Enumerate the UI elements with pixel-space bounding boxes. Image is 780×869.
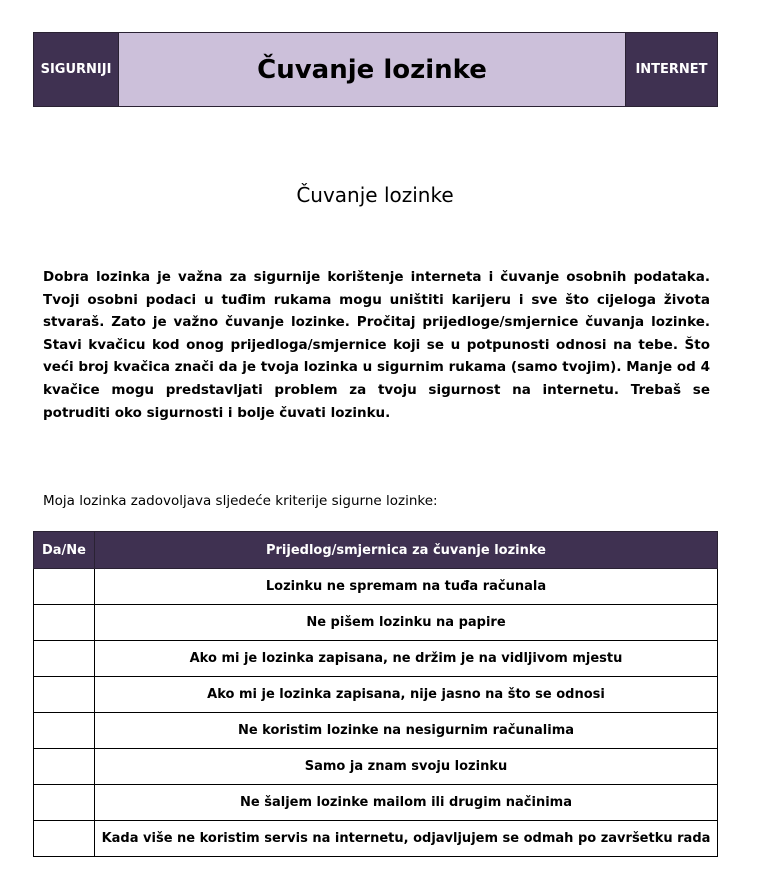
header-left-label: SIGURNIJI [34, 33, 119, 106]
guideline-cell: Ne koristim lozinke na nesigurnim računalima [95, 713, 718, 749]
check-cell[interactable] [34, 605, 95, 641]
guideline-cell: Lozinku ne spremam na tuđa računala [95, 569, 718, 605]
guideline-cell: Ne pišem lozinku na papire [95, 605, 718, 641]
table-row [34, 713, 718, 749]
guideline-cell: Ne šaljem lozinke mailom ili drugim načinima [95, 785, 718, 821]
table-row [34, 605, 718, 641]
check-cell[interactable] [34, 713, 95, 749]
document-title: Čuvanje lozinke [296, 183, 454, 207]
table-row [34, 641, 718, 677]
table-header-row [34, 532, 718, 569]
header-right-label: INTERNET [625, 33, 717, 106]
table-row [34, 677, 718, 713]
guideline-cell: Ako mi je lozinka zapisana, ne držim je na vidljivom mjestu [95, 641, 718, 677]
check-cell[interactable] [34, 821, 95, 857]
column-header-check: Da/Ne [34, 532, 95, 569]
document-header [33, 32, 718, 107]
guideline-cell: Ako mi je lozinka zapisana, nije jasno na što se odnosi [95, 677, 718, 713]
check-cell[interactable] [34, 641, 95, 677]
guideline-cell: Samo ja znam svoju lozinku [95, 749, 718, 785]
check-cell[interactable] [34, 785, 95, 821]
header-title: Čuvanje lozinke [119, 33, 625, 106]
check-cell[interactable] [34, 569, 95, 605]
check-cell[interactable] [34, 749, 95, 785]
guideline-cell: Kada više ne koristim servis na internetu, odjavljujem se odmah po završetku rada [95, 821, 718, 857]
table-row [34, 569, 718, 605]
column-header-guideline: Prijedlog/smjernica za čuvanje lozinke [95, 532, 718, 569]
criteria-table [33, 531, 718, 857]
table-row [34, 749, 718, 785]
intro-paragraph: Dobra lozinka je važna za sigurnije korištenje interneta i čuvanje osobnih podataka. Tvoji osobni podaci u tuđim rukama mogu uništiti karijeru i sve što cijeloga života stvaraš. Zato je važno čuvanje lozinke. Pročitaj prijedloge/smjernice čuvanja lozinke. Stavi kvačicu kod onog prijedloga/smjernice koji se u potpunosti odnosi na tebe. Što veći broj kvačica znači da je tvoja lozinka u sigurnim rukama (samo tvojim). Manje od 4 kvačice mogu predstavljati problem za tvoju sigurnost na internetu. Trebaš se potruditi oko sigurnosti i bolje čuvati lozinku. [43, 269, 710, 421]
table-row [34, 821, 718, 857]
table-row [34, 785, 718, 821]
check-cell[interactable] [34, 677, 95, 713]
criteria-intro: Moja lozinka zadovoljava sljedeće kriterije sigurne lozinke: [43, 493, 438, 509]
